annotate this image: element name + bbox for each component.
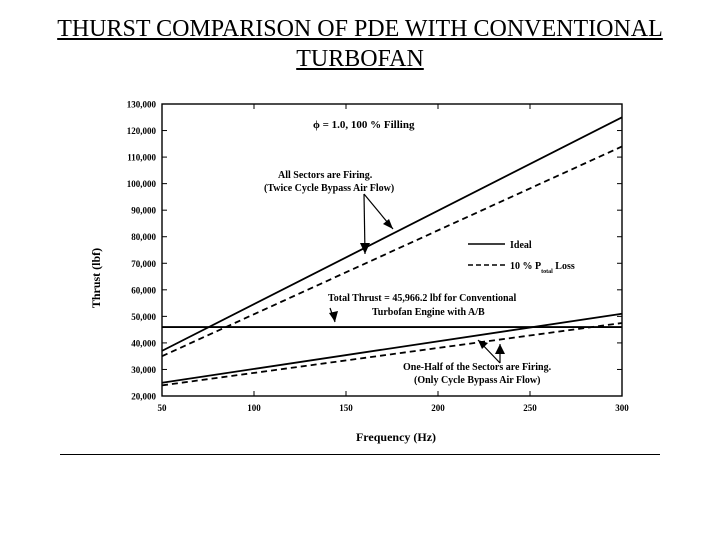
- annotation-total-thrust-line1: Total Thrust = 45,966.2 lbf for Conventional: [328, 293, 517, 304]
- legend-ideal-label: Ideal: [510, 240, 532, 251]
- legend-loss-sub: total: [541, 269, 553, 275]
- slide-title-line-2: TURBOFAN: [296, 46, 424, 72]
- thrust-chart: [58, 82, 662, 450]
- annotation-one-half-line1: One-Half of the Sectors are Firing.: [403, 362, 552, 373]
- y-tick-label: 120,000: [126, 126, 156, 137]
- legend-loss-tail: Loss: [552, 261, 575, 272]
- y-tick-label: 40,000: [131, 338, 156, 349]
- slide-title: [0, 14, 720, 74]
- annotation-all-sectors-line1: All Sectors are Firing.: [278, 170, 373, 181]
- x-tick-label: 250: [523, 403, 537, 413]
- y-tick-label: 50,000: [131, 311, 156, 322]
- annotation-one-half-line2: (Only Cycle Bypass Air Flow): [414, 375, 541, 386]
- x-axis-label: Frequency (Hz): [355, 430, 437, 444]
- annotation-total-thrust-line2: Turbofan Engine with A/B: [372, 307, 485, 318]
- legend-loss-main: 10 % P: [510, 261, 542, 272]
- y-tick-label: 110,000: [127, 152, 156, 163]
- y-tick-label: 130,000: [126, 99, 156, 110]
- annotation-phi: ϕ = 1.0, 100 % Filling: [313, 119, 415, 131]
- y-tick-label: 90,000: [131, 205, 156, 216]
- y-tick-label: 80,000: [131, 232, 156, 243]
- y-tick-label: 70,000: [131, 258, 156, 269]
- x-tick-label: 300: [615, 403, 629, 413]
- y-tick-label: 20,000: [131, 391, 156, 402]
- x-tick-label: 150: [339, 403, 353, 413]
- y-tick-label: 60,000: [131, 285, 156, 296]
- x-tick-label: 100: [247, 403, 261, 413]
- slide-title-line-1: THURST COMPARISON OF PDE WITH CONVENTIONAL: [57, 16, 663, 42]
- x-tick-label: 50: [157, 403, 167, 413]
- annotation-all-sectors-line2: (Twice Cycle Bypass Air Flow): [264, 183, 395, 194]
- y-axis-label: Thrust (lbf): [89, 247, 103, 309]
- y-tick-label: 100,000: [126, 179, 156, 190]
- y-tick-label: 30,000: [131, 364, 156, 375]
- bottom-rule: [60, 454, 660, 455]
- x-tick-label: 200: [431, 403, 445, 413]
